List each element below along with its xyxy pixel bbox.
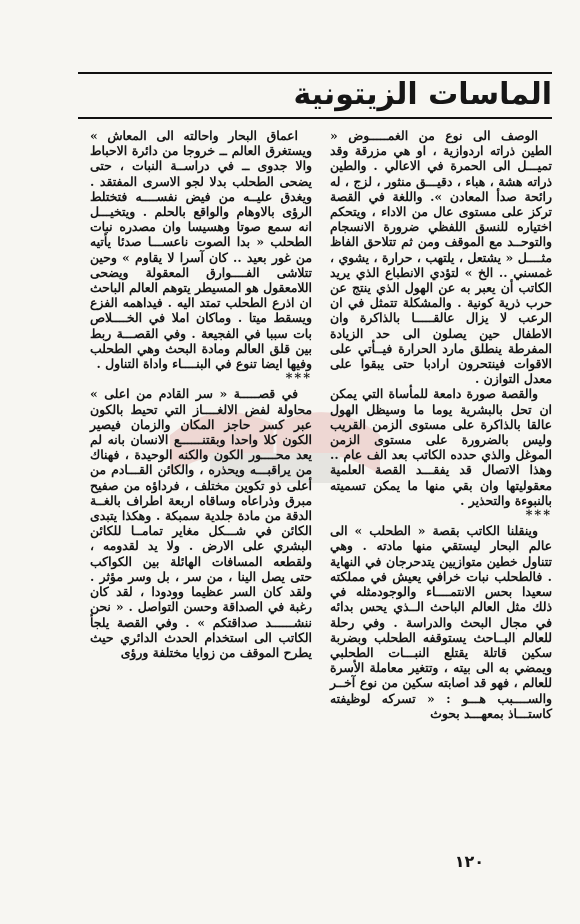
title-underline	[78, 117, 552, 119]
left-column	[90, 128, 312, 660]
paragraph: والقصة صورة دامعة للمأساة التي يمكن ان تحل بالبشرية يوما ما وسيظل الهول عالقا بالذاكرة على مستوى الزمن القريب وليس بالضرورة على مستوى الزمن الموغل والذي حدده الكاتب بعد الف عام .. وهذا الاتصال قد يفقـــد القصة العلمية معقوليتها وان بقي منها ما يمكن تسميته بالنبوءة والتحذير .	[330, 386, 552, 508]
paragraph: الوصف الى نوع من الغمـــــوض « الطين ذراته اردوازية ، او هي مزرقة وقد تميـــل الى الحمرة في الاعالي . والطين ذراته هشة ، هباء ، دقيـــق منثور ، لزج ، له رائحة صدأ المعادن ». واللغة في القصة تركز على مستوى عال من الاداء ، ويتحكم اختياره للنسق اللفظي ضرورة الانسجام والتوحــد مع الموقف ومن ثم تتلاحق الفاظ مثــــل « يشتعل ، يلتهب ، حرارة ، يشوي ، غمسني .. الخ » لتؤدي الانطباع الذي يريد الكاتب أن يعبر به عن الهول الذي ينتج عن حرب ذرية كونية . والمشكلة تتمثل في ان الرعب لا يزال عالقـــــا بالذاكرة وان الاطفال حين يصلون الى حد الزيادة المفرطة ينطلق مارد الحرارة فيــأتي على الاقوات فينتحرون ارادبا حتى يبقوا على معدل التوازن .	[330, 128, 552, 387]
right-column	[330, 128, 552, 721]
page-number: ١٢٠	[454, 852, 484, 871]
paragraph: وينقلنا الكاتب بقصة « الطحلب » الى عالم البحار ليستقي منها مادته . وهي تتناول خطين متوازيين يتدحرجان في النهاية . فالطحلب نبات خرافي يعيش في مملكته سعيدا بحس الانتمــــاء والوجودمثله في ذلك مثل العالم الباحث الــذي يحس بدائه في مجال البحث والدراسة . وفي رحلة للعالم البــاحث يستوقفه الطحلب وبضربة سكين قاتلة يقتلع النبـــات الطحلبي ويمضي به الى بيته ، وتتغير معاملة الأسرة للعالم ، فهو قد اصابته سكين من نوع آخــر والســــبب هـــو : « تسركه لوظيفته كاستـــاذ بمعهـــد بحوث	[330, 523, 552, 721]
paragraph: في قصـــــة « سر القادم من اعلى » محاولة لفض الالغــــاز التي تحيط بالكون عبر كسر حاجز المكان والزمان فيصير الكون كلا واحدا وبقتنــــــع الانسان بانه لم يعد محــــور الكون والكنه الوحيدة ، فهناك من يراقبـــه ويحذره ، والكائن القـــادم من أعلى ذو تكوين مختلف ، فرداؤه من صفيح مبرق وذراعاه وساقاه اربعة اطراف بالغــة الدقة من مادة جلدية سمبكة . وهكذا يتبدى الكائن في شـــكل مغاير تمامــا للكائن البشري على الارض . ولا يد لقدومه ، ولقطعه المسافات الهائلة بين الكواكب حتى يصل الينا ، من سر ، بل وسر مؤثر . ولقد كان السر عظيما وودودا ، لقد كان رغبة في الصداقة وحسن التواصل . « نحن ننشــــــد صداقتكم » . وفي القصة يلجأ الكاتب الى استخدام الحدث الدائري حيث يطرح الموقف من زوايا مختلفة ورؤى	[90, 386, 312, 660]
top-rule	[78, 72, 552, 74]
article-title: الماسات الزيتونية	[293, 77, 552, 112]
paragraph: اعماق البحار واحالته الى المعاش » ويستغرق العالم ــ خروجا من دائرة الاحباط والا جدوى ــ في دراســة النبات ، حتى يضحى الطحلب بدلا لجو الاسرى المفتقد . ويغدق عليــه من فيض نفســــه فتختلط الرؤى بالاوهام والواقع بالحلم . ويتخيـــل انه سمع صوتا وهسيسا وان مصدره نبات الطحلب « بدا الصوت ناعســـا صدئا يأتيه من غور بعيد .. كان آسرا لا يقاوم » وحين تتلاشى الفــــوارق المعقولة ويضحى اللامعقول هو المسيطر يتوهم العالم الباحث ان اذرع الطحلب تمتد اليه . فيداهمه الفزع ويسقط ميتا . وماكان املا في الخــــلاص بات سببا في الفجيعة . وفي القصـــة ربط بين قلق العالم ومادة البحث وهي الطحلب وفيها ايضا تنوع في البنــــاء واداة التناول .	[90, 128, 312, 372]
section-separator: ***	[285, 371, 312, 387]
section-separator: ***	[525, 508, 552, 524]
